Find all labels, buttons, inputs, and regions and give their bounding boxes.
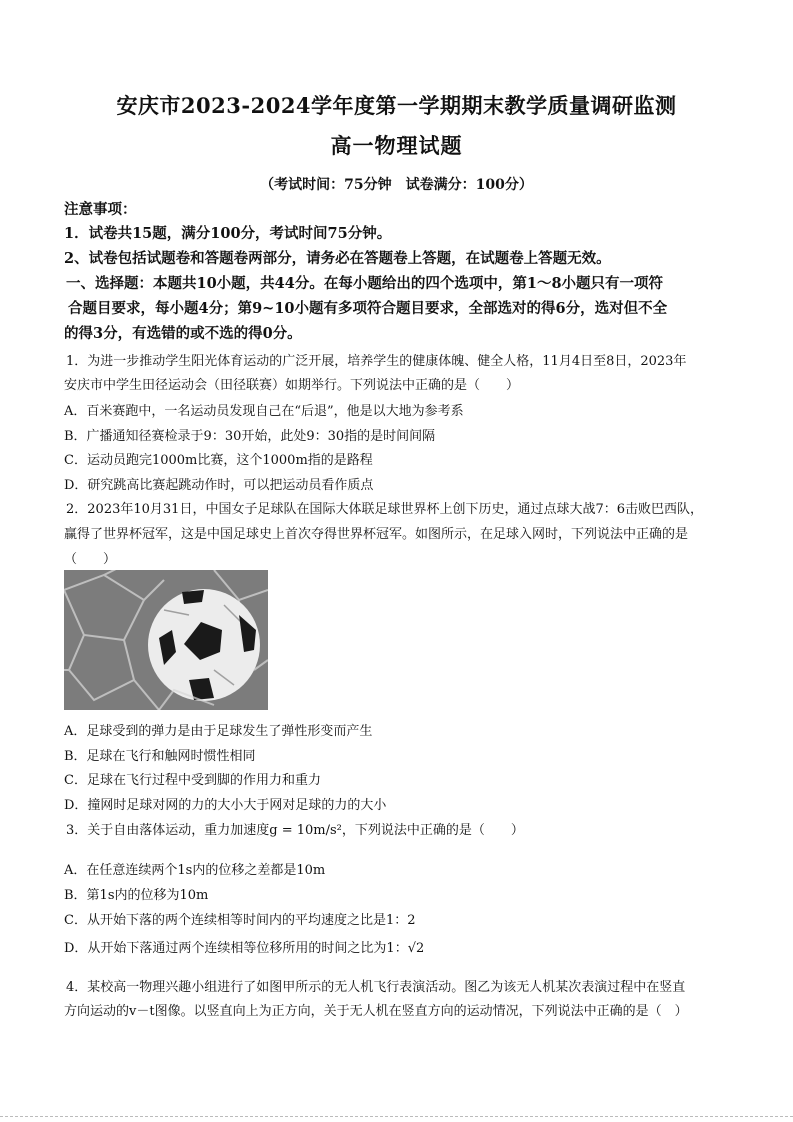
page-title: 安庆市2023-2024学年度第一学期期末教学质量调研监测 [116,93,677,118]
section-heading-line: 合题目要求，每小题4分；第9~10小题有多项符合题目要求，全部选对的得6分，选对但不全 [68,300,668,317]
q3-option-d: D．从开始下落通过两个连续相等位移所用的时间之比为1：√2 [64,941,425,956]
q2-stem-line: 2．2023年10月31日，中国女子足球队在国际大体联足球世界杯上创下历史，通过点球大战7：6击败巴西队， [66,502,703,517]
soccer-ball-photo [64,570,268,710]
q2-stem-line: （ ） [64,552,117,567]
notice-item: 2、试卷包括试题卷和答题卷两部分，请务必在答题卷上答题，在试题卷上答题无效。 [64,250,611,267]
section-heading-line: 一、选择题：本题共10小题，共44分。在每小题给出的四个选项中，第1～8小题只有一项符 [66,275,664,292]
q3-option-a: A．在任意连续两个1s内的位移之差都是10m [64,863,326,878]
q4-stem-line: 方向运动的v－t图像。以竖直向上为正方向，关于无人机在竖直方向的运动情况，下列说法中正确的是（ ） [64,1004,688,1019]
q2-stem-line: 赢得了世界杯冠军，这是中国足球史上首次夺得世界杯冠军。如图所示，在足球入网时，下列说法中正确的是 [64,527,689,542]
q1-stem-line: 安庆市中学生田径运动会（田径联赛）如期举行。下列说法中正确的是（ ） [64,378,520,393]
q3-stem: 3．关于自由落体运动，重力加速度g = 10m/s²，下列说法中正确的是（ ） [66,823,524,838]
q1-option-a: A．百米赛跑中，一名运动员发现自己在“后退”，他是以大地为参考系 [64,404,464,419]
section-heading-line: 的得3分，有选错的或不选的得0分。 [64,325,302,342]
q2-option-c: C．足球在飞行过程中受到脚的作用力和重力 [64,773,321,788]
q1-stem-line: 1．为进一步推动学生阳光体育运动的广泛开展，培养学生的健康体魄、健全人格，11月4日至8日，2023年 [66,354,687,369]
q1-option-b: B．广播通知径赛检录于9：30开始，此处9：30指的是时间间隔 [64,429,436,444]
page-subtitle: 高一物理试题 [330,133,463,158]
q4-stem-line: 4．某校高一物理兴趣小组进行了如图甲所示的无人机飞行表演活动。图乙为该无人机某次表演过程中在竖直 [66,980,686,995]
page-bottom-divider [0,1116,793,1118]
q1-option-d: D．研究跳高比赛起跳动作时，可以把运动员看作质点 [64,478,374,493]
q3-option-b: B．第1s内的位移为10m [64,888,209,903]
q2-option-d: D．撞网时足球对网的力的大小大于网对足球的力的大小 [64,798,387,813]
q2-option-b: B．足球在飞行和触网时惯性相同 [64,749,256,764]
q2-option-a: A．足球受到的弹力是由于足球发生了弹性形变而产生 [64,724,373,739]
soccer-ball-net-image [64,570,268,710]
notice-item: 1．试卷共15题，满分100分，考试时间75分钟。 [64,225,392,242]
q1-option-c: C．运动员跑完1000m比赛，这个1000m指的是路程 [64,453,373,468]
notice-heading: 注意事项： [64,201,137,218]
exam-info: （考试时间：75分钟 试卷满分：100分） [260,177,533,193]
q3-option-c: C．从开始下落的两个连续相等时间内的平均速度之比是1：2 [64,913,416,928]
